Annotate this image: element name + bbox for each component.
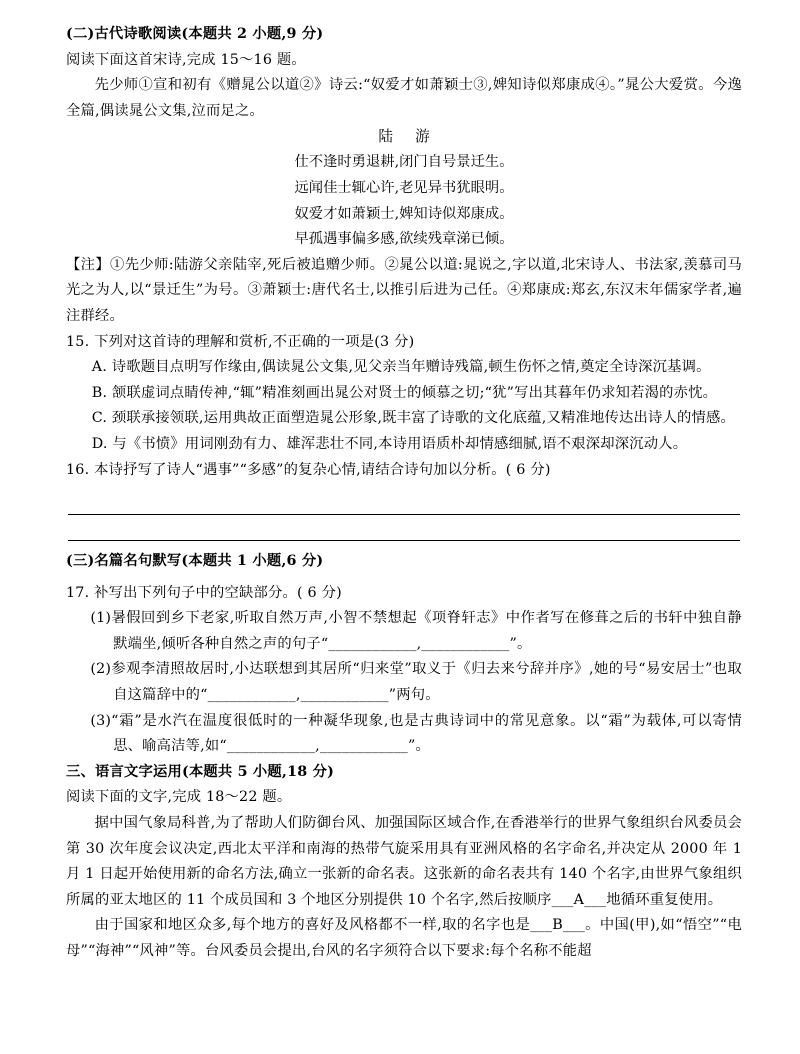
poem-line: 奴爱才如萧颖士,婢知诗似郑康成。 [294,205,514,222]
answer-line[interactable] [68,489,740,515]
poem-preface: 先少师①宣和初有《赠晁公以道②》诗云:“奴爱才如萧颖士③,婢知诗似郑康成④。”晁公大爱赏。今逸全篇,偶读晁公文集,泣而足之。 [66,77,742,119]
poem-notes: 【注】①先少师:陆游父亲陆宰,死后被追赠少师。②晁公以道:晁说之,字以道,北宋诗人、书法家,羡慕司马光之为人,以“景迁生”为号。③萧颖士:唐代名士,以推引后进为己任。④郑康成:郑玄,东汉末年儒家学者,遍注群经。 [66,256,742,324]
poem-line: 仕不逢时勇退耕,闭门自号景迁生。 [294,154,514,171]
question-15-option-a: A. 诗歌题目点明写作缘由,偶读晁公文集,见父亲当年赠诗残篇,顿生伤怀之情,奠定全诗深沉基调。 [91,359,711,376]
question-17-item-2: (2)参观李清照故居时,小达联想到其居所“归来堂”取义于《归去来兮辞并序》,她的号“易安居士”也取自这篇辞中的“____________,____________”两句。 [90,661,742,704]
poem-title: 陆 游 [378,128,439,146]
passage-paragraph-2: 由于国家和地区众多,每个地方的喜好及风格都不一样,取的名字也是___B___。中国(甲),如“悟空”“电母”“海神”“风神”等。台风委员会提出,台风的名字须符合以下要求:每个名称不能超 [66,917,742,959]
answer-line[interactable] [68,515,740,541]
question-17-stem: 17. 补写出下列句子中的空缺部分。( 6 分) [66,584,342,601]
question-15-stem: 15. 下列对这首诗的理解和赏析,不正确的一项是(3 分) [66,333,415,350]
answer-area-16[interactable] [66,489,742,541]
question-16-stem: 16. 本诗抒写了诗人“遇事”“多感”的复杂心情,请结合诗句加以分析。( 6 分) [66,461,551,478]
question-17-item-3: (3)“霜”是水汽在温度很低时的一种凝华现象,也是古典诗词中的常见意象。以“霜”为载体,可以寄情思、喻高洁等,如“____________,____________”。 [90,712,742,755]
section-heading-poetry: (二)古代诗歌阅读(本题共 2 小题,9 分) [66,26,324,42]
poetry-instruction: 阅读下面这首宋诗,完成 15～16 题。 [66,51,306,68]
language-instruction: 阅读下面的文字,完成 18～22 题。 [66,789,292,806]
page-bottom-mask [0,1046,800,1054]
section-heading-language: 三、语言文字运用(本题共 5 小题,18 分) [66,763,335,780]
question-15-option-c: C. 颈联承接领联,运用典故正面塑造晁公形象,既丰富了诗歌的文化底蕴,又精准地传达出诗人的情感。 [91,410,735,427]
question-15-option-b: B. 颔联虚词点睛传神,“辄”精准刻画出晁公对贤士的倾慕之切;“犹”写出其暮年仍求知若渴的赤忱。 [91,384,718,401]
question-17-item-1: (1)暑假回到乡下老家,听取自然万声,小智不禁想起《项脊轩志》中作者写在修葺之后的书轩中独自静默端坐,倾听各种自然之声的句子“____________,____________”。 [90,610,742,652]
poem-line: 远闻佳士辄心许,老见异书犹眼明。 [294,179,514,196]
section-heading-mingju: (三)名篇名句默写(本题共 1 小题,6 分) [66,553,324,570]
question-15-option-d: D. 与《书愤》用词刚劲有力、雄浑悲壮不同,本诗用语质朴却情感细腻,语不艰深却深沉动人。 [91,435,688,452]
poem-line: 早孤遇事偏多感,欲续残章涕已倾。 [294,231,514,248]
passage-paragraph-1: 据中国气象局科普,为了帮助人们防御台风、加强国际区域合作,在香港举行的世界气象组织台风委员会第 30 次年度会议决定,西北太平洋和南海的热带气旋采用具有亚洲风格的名字命名,并决定从 2000 年 1 月 1 日起开始使用新的命名方法,确立一张新的命名表。这张新的命名表共有 140 个名字,由世界气象组织所属的亚太地区的 11 个成员国和 3 个地区分别提供 10 个名字,然后按顺序___A___地循环重复使用。 [66,815,747,908]
